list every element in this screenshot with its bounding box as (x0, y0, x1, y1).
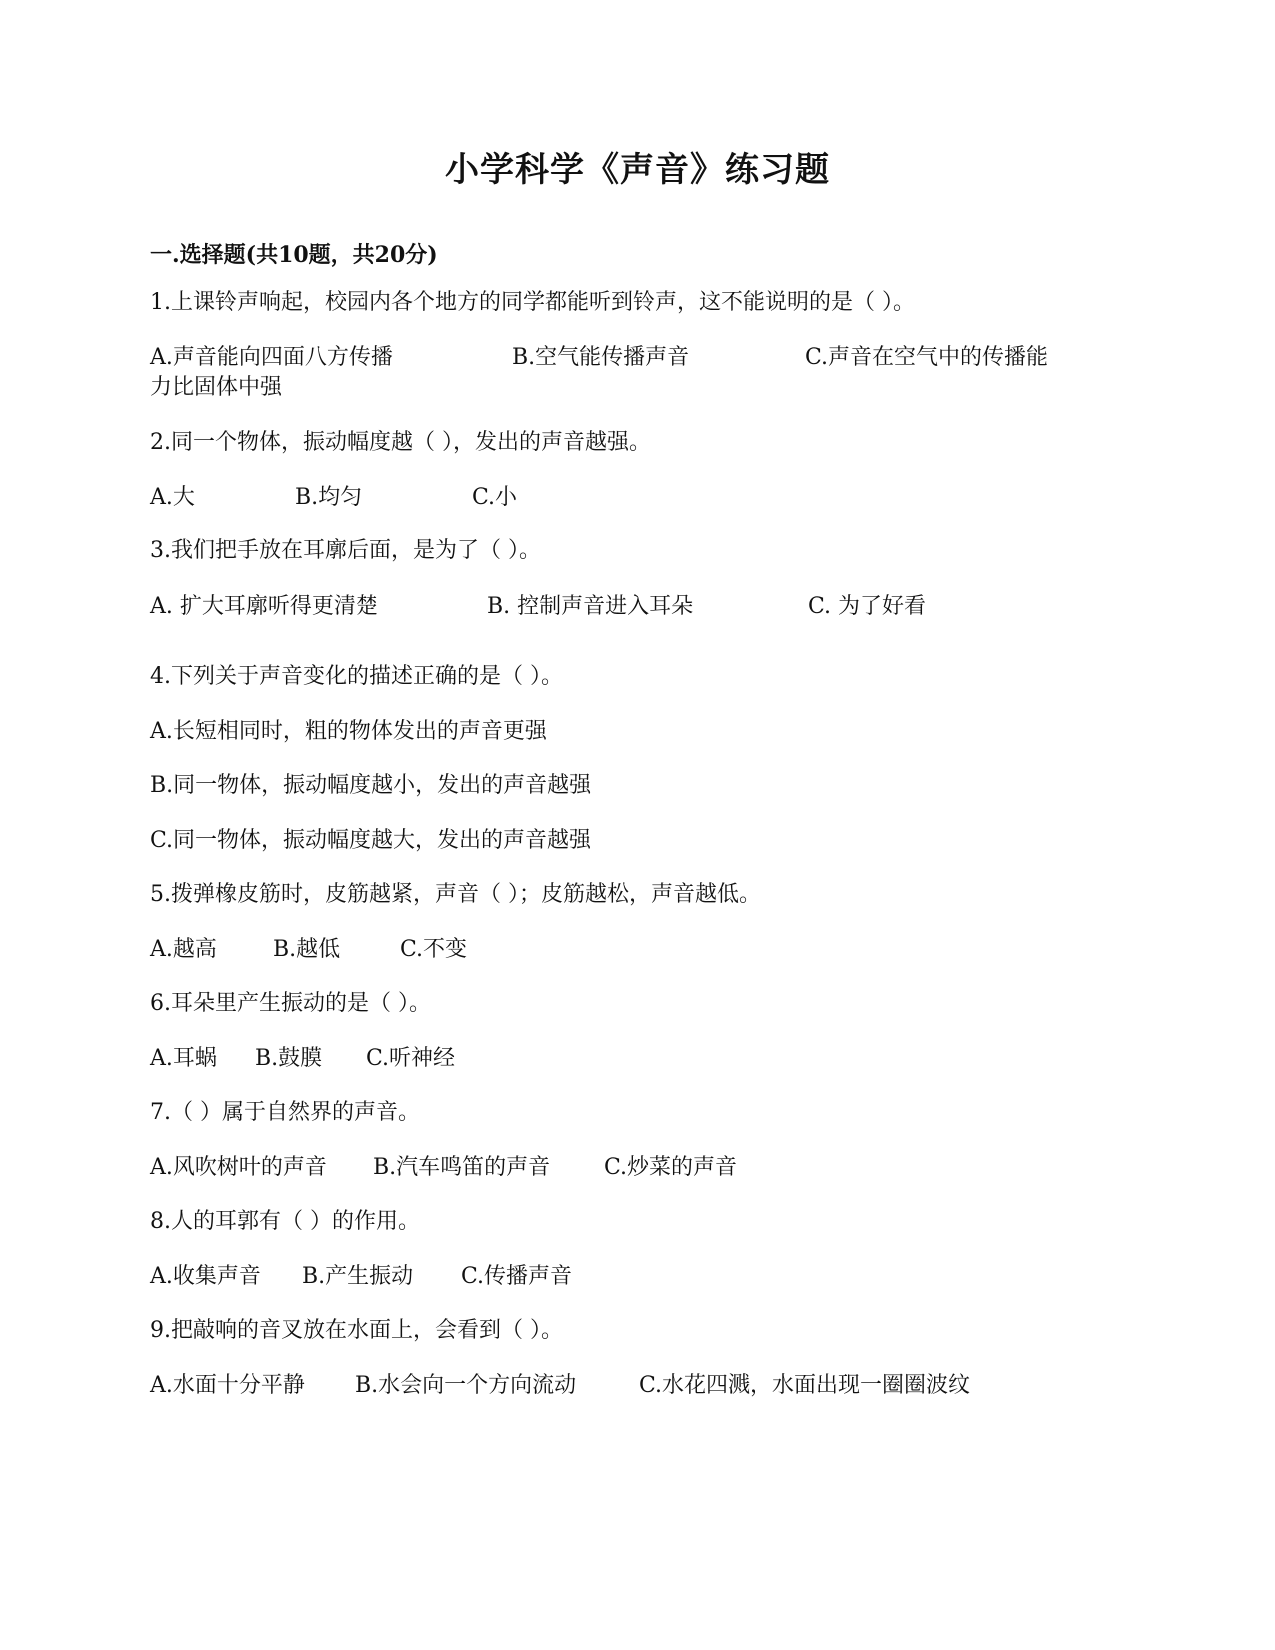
option-6b: B.鼓膜 (255, 1046, 323, 1071)
question-stem-2: 2.同一个物体，振动幅度越（ ），发出的声音越强。 (150, 430, 651, 455)
question-stem-4: 4.下列关于声音变化的描述正确的是（ ）。 (150, 664, 563, 689)
option-4a: A.长短相同时，粗的物体发出的声音更强 (150, 719, 547, 744)
question-stem-8: 8.人的耳郭有（ ）的作用。 (150, 1209, 420, 1234)
option-1b: B.空气能传播声音 (512, 345, 690, 370)
question-stem-5: 5.拨弹橡皮筋时，皮筋越紧，声音（ ）；皮筋越松，声音越低。 (150, 882, 761, 907)
option-1c: C.声音在空气中的传播能 (805, 345, 1049, 370)
option-8c: C.传播声音 (461, 1264, 573, 1289)
option-9c: C.水花四溅，水面出现一圈圈波纹 (639, 1373, 971, 1398)
page-title: 小学科学《声音》练习题 (445, 150, 830, 190)
option-2a: A.大 (150, 485, 195, 510)
option-6a: A.耳蜗 (150, 1046, 217, 1071)
option-7b: B.汽车鸣笛的声音 (373, 1155, 551, 1180)
option-1a: A.声音能向四面八方传播 (150, 345, 393, 370)
option-6c: C.听神经 (366, 1046, 456, 1071)
option-1c-continued: 力比固体中强 (150, 375, 283, 400)
option-3c: C. 为了好看 (808, 594, 927, 619)
option-4b: B.同一物体，振动幅度越小，发出的声音越强 (150, 773, 592, 798)
option-7a: A.风吹树叶的声音 (150, 1155, 327, 1180)
option-5b: B.越低 (273, 937, 341, 962)
section-heading: 一.选择题(共10题，共20分) (150, 242, 438, 268)
option-5c: C.不变 (400, 937, 468, 962)
option-4c: C.同一物体，振动幅度越大，发出的声音越强 (150, 828, 592, 853)
option-2b: B.均匀 (295, 485, 363, 510)
question-stem-1: 1.上课铃声响起，校园内各个地方的同学都能听到铃声，这不能说明的是（ ）。 (150, 290, 915, 315)
question-stem-6: 6.耳朵里产生振动的是（ ）。 (150, 991, 431, 1016)
option-9a: A.水面十分平静 (150, 1373, 305, 1398)
option-3a: A. 扩大耳廓听得更清楚 (150, 594, 378, 619)
option-8b: B.产生振动 (302, 1264, 414, 1289)
option-8a: A.收集声音 (150, 1264, 261, 1289)
option-2c: C.小 (472, 485, 518, 510)
question-stem-3: 3.我们把手放在耳廓后面，是为了（ ）。 (150, 538, 541, 563)
option-3b: B. 控制声音进入耳朵 (487, 594, 694, 619)
question-stem-9: 9.把敲响的音叉放在水面上，会看到（ ）。 (150, 1318, 563, 1343)
option-9b: B.水会向一个方向流动 (355, 1373, 577, 1398)
option-5a: A.越高 (150, 937, 217, 962)
question-stem-7: 7.（ ）属于自然界的声音。 (150, 1100, 420, 1125)
option-7c: C.炒菜的声音 (604, 1155, 738, 1180)
